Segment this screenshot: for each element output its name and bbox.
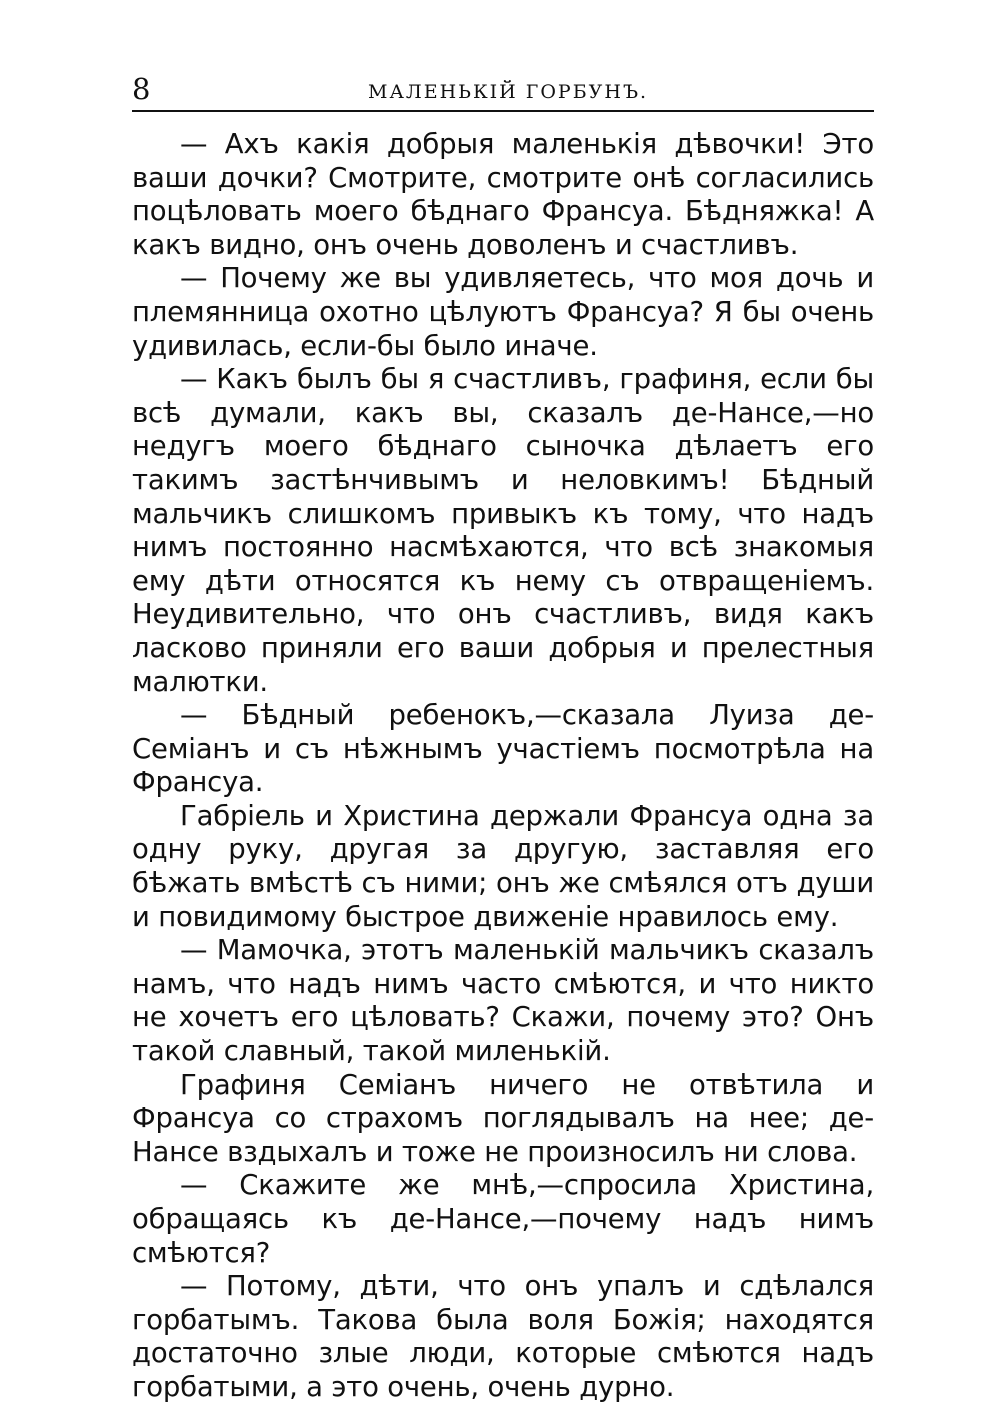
running-title: МАЛЕНЬКІЙ ГОРБУНЪ. xyxy=(368,81,649,103)
paragraph: — Скажите же мнѣ,—спросила Христина, обращаясь къ де-Нансе,—почему надъ нимъ смѣются? xyxy=(132,1169,874,1269)
paragraph: — Ахъ какія добрыя маленькія дѣвочки! Это ваши дочки? Смотрите, смотрите онѣ согласились поцѣловать моего бѣднаго Франсуа. Бѣдняжка! А какъ видно, онъ очень доволенъ и счастливъ. xyxy=(132,128,874,261)
book-page xyxy=(132,70,874,1405)
paragraph: Графиня Семіанъ ничего не отвѣтила и Франсуа со страхомъ поглядывалъ на нее; де-Нансе вздыхалъ и тоже не произносилъ ни слова. xyxy=(132,1068,874,1168)
paragraph: — Какъ былъ бы я счастливъ, графиня, если бы всѣ думали, какъ вы, сказалъ де-Нансе,—но недугъ моего бѣднаго сыночка дѣлаетъ его такимъ застѣнчивымъ и неловкимъ! Бѣдный мальчикъ слишкомъ привыкъ къ тому, что надъ нимъ постоянно насмѣхаются, что всѣ знакомыя ему дѣти относятся къ нему съ отвращеніемъ. Неудивительно, что онъ счастливъ, видя какъ ласково приняли его ваши добрыя и прелестныя малютки. xyxy=(132,363,874,698)
page-header xyxy=(132,70,874,112)
body-text xyxy=(132,128,874,1405)
paragraph: — Почему же вы удивляетесь, что моя дочь и племянница охотно цѣлуютъ Франсуа? Я бы очень удивилась, если-бы было иначе. xyxy=(132,262,874,362)
page-number: 8 xyxy=(132,72,151,106)
paragraph: — Мамочка, этотъ маленькій мальчикъ сказалъ намъ, что надъ нимъ часто смѣются, и что никто не хочетъ его цѣловать? Скажи, почему это? Онъ такой славный, такой миленькій. xyxy=(132,934,874,1068)
paragraph: — Потому, дѣти, что онъ упалъ и сдѣлался горбатымъ. Такова была воля Божія; находятся достаточно злые люди, которые смѣются надъ горбатыми, а это очень, очень дурно. xyxy=(132,1270,874,1403)
paragraph: Габріель и Христина держали Франсуа одна за одну руку, другая за другую, заставляя его бѣжать вмѣстѣ съ ними; онъ же смѣялся отъ души и повидимому быстрое движеніе нравилось ему. xyxy=(132,799,874,933)
paragraph: — Бѣдный ребенокъ,—сказала Луиза де-Семіанъ и съ нѣжнымъ участіемъ посмотрѣла на Франсуа. xyxy=(132,699,874,799)
